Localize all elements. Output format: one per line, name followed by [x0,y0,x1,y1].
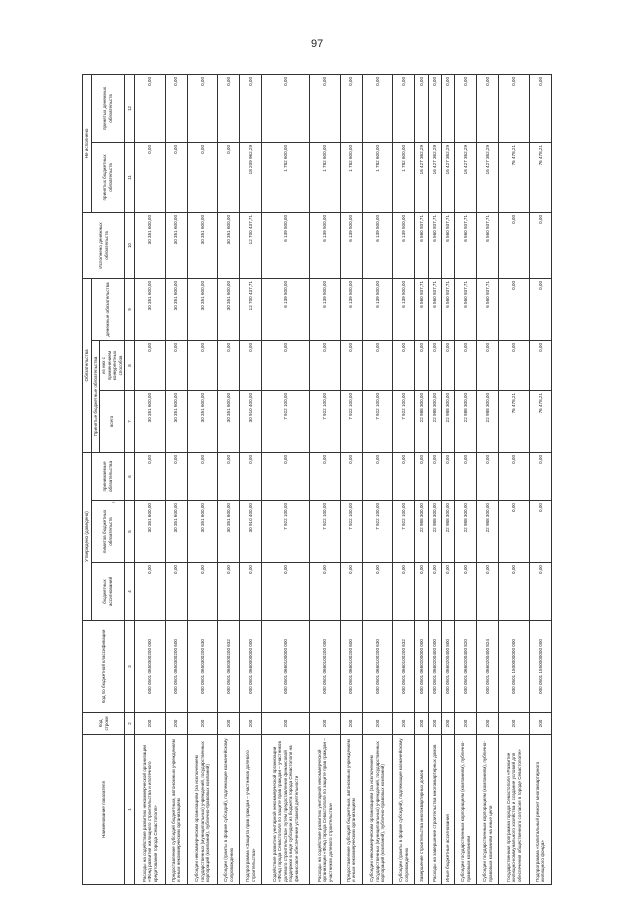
row-value-cell: 30 351 600,00 [187,212,218,278]
row-value-cell: 22 988 300,00 [428,390,441,452]
row-value-cell: 30 351 600,00 [187,390,218,452]
row-name-cell: Содействие развитию унитарной некоммерческой организации «Фонд города Севастополя по защите прав граждан – участников долевого строительства» путем предоставления финансовой поддержки в виде субсидии из бюджета города Севастополя на финансовое обеспечение уставной деятельности [262,735,310,885]
row-value-cell: 22 988 300,00 [455,390,477,452]
row-name-cell: Подпрограмма «Защита прав граждан – участников долевого строительства» [240,735,262,885]
row-value-cell: 0,00 [415,563,428,621]
budget-table [82,74,552,885]
column-number: 9 [125,278,135,340]
col-budget-code-header: Код по бюджетной классификации [83,621,125,713]
col-name-header: Наименование показателя [83,735,125,885]
row-value-cell: 22 988 300,00 [415,501,428,563]
row-value-cell: 0,00 [135,452,166,500]
row-value-cell: 6 560 937,71 [477,278,499,340]
row-value-cell: 0,00 [135,142,166,212]
row-code-cell: 000 0501 1550000000 000 [529,621,551,713]
row-value-cell: 6 560 937,71 [442,278,455,340]
row-value-cell: 0,00 [499,340,530,390]
row-value-cell: 6 560 937,71 [415,212,428,278]
row-value-cell: 0,00 [340,74,362,142]
table-row [499,74,530,884]
row-code-cell: 000 0501 0650300200 000 [135,621,166,713]
table-row [529,74,551,884]
table-row [310,74,341,884]
row-value-cell: 0,00 [340,563,362,621]
row-value-cell: 0,00 [455,340,477,390]
approved-group-header: Утверждено (доведено) [83,452,92,620]
table-row [165,74,187,884]
row-value-cell: 0,00 [442,563,455,621]
row-value-cell: 0,00 [529,563,551,621]
row-value-cell: 0,00 [240,74,262,142]
row-value-cell: 0,00 [165,452,187,500]
row-value-cell: 0,00 [477,452,499,500]
row-value-cell: 6 560 937,71 [455,212,477,278]
row-code-cell: 000 0501 0660200400 000 [428,621,441,713]
column-number: 6 [125,452,135,500]
row-value-cell: 1 782 600,00 [310,142,341,212]
row-value-cell: 30 351 600,00 [135,212,166,278]
row-name-cell: Субсидии некоммерческим организациям (за исключением государственных (муниципальных) учреждений, государственных корпораций (компаний), публично-правовых компаний) [187,735,218,885]
row-code-cell: 000 0501 0660200400 824 [477,621,499,713]
row-value-cell: 0,00 [262,563,310,621]
row-value-cell: 0,00 [262,452,310,500]
column-number: 3 [125,621,135,713]
row-code-cell: 000 0501 0660200400 820 [455,621,477,713]
row-value-cell: 0,00 [442,340,455,390]
row-value-cell: 0,00 [165,563,187,621]
row-value-cell: 0,00 [187,142,218,212]
row-line-cell: 200 [529,713,551,735]
row-name-cell: Предоставление субсидий бюджетным, автономным учреждениям и иным некоммерческим организациям [340,735,362,885]
row-line-cell: 200 [415,713,428,735]
row-name-cell: Субсидии некоммерческим организациям (за исключением государственных (муниципальных) учреждений, государственных корпораций (компаний), публично-правовых компаний) [362,735,393,885]
row-value-cell: 6 560 937,71 [428,212,441,278]
col-limits-header: лимитов бюджетных обязательств [91,501,125,563]
row-name-cell: Расходы на завершение строительства многоквартирных домов [428,735,441,885]
row-value-cell: 0,00 [393,452,415,500]
column-number-row [125,74,135,884]
row-line-cell: 200 [340,713,362,735]
table-row [442,74,455,884]
column-number: 5 [125,501,135,563]
column-number: 12 [125,74,135,142]
row-line-cell: 200 [310,713,341,735]
row-name-cell: Расходы на содействие развитию унитарной некоммерческой организации «Фонд города Севастополя по защите прав граждан – участников долевого строительства» [310,735,341,885]
row-value-cell: 7 922 100,00 [340,501,362,563]
row-value-cell: 16 427 362,29 [415,142,428,212]
column-number: 2 [125,713,135,735]
row-value-cell: 0,00 [428,563,441,621]
table-row [135,74,166,884]
row-line-cell: 200 [362,713,393,735]
row-value-cell: 0,00 [499,278,530,340]
row-name-cell: Субсидии (гранты в форме субсидий), подлежащие казначейскому сопровождению [218,735,240,885]
row-value-cell: 0,00 [455,74,477,142]
row-value-cell: 76 478,21 [529,390,551,452]
row-value-cell: 0,00 [499,563,530,621]
table-row [428,74,441,884]
row-value-cell: 0,00 [187,452,218,500]
row-name-cell: Подпрограмма «Капитальный ремонт многоквартирного жилищного фонда» [529,735,551,885]
row-value-cell: 6 139 500,00 [340,278,362,340]
row-value-cell: 30 351 600,00 [218,212,240,278]
row-value-cell: 0,00 [428,74,441,142]
row-value-cell: 30 351 600,00 [187,501,218,563]
row-value-cell: 76 478,21 [499,142,530,212]
row-value-cell: 76 478,21 [499,390,530,452]
row-value-cell: 0,00 [262,340,310,390]
obligations-group-header: Обязательства [83,278,92,452]
col-competitive-header: из них с применением конкурентных способов [100,340,125,390]
row-value-cell: 30 910 400,00 [240,390,262,452]
row-value-cell: 0,00 [499,212,530,278]
row-line-cell: 200 [262,713,310,735]
row-value-cell: 30 351 600,00 [218,390,240,452]
row-value-cell: 0,00 [529,340,551,390]
row-line-cell: 200 [499,713,530,735]
row-line-cell: 200 [135,713,166,735]
row-code-cell: 000 0501 0660100000 000 [262,621,310,713]
row-value-cell: 7 922 100,00 [340,390,362,452]
row-value-cell: 0,00 [165,340,187,390]
row-value-cell: 6 560 937,71 [415,278,428,340]
row-value-cell: 0,00 [477,340,499,390]
row-value-cell: 0,00 [240,563,262,621]
table-row [477,74,499,884]
row-value-cell: 0,00 [362,340,393,390]
row-value-cell: 30 351 600,00 [165,278,187,340]
table-row [362,74,393,884]
column-number: 7 [125,390,135,452]
row-name-cell: Завершение строительства многоквартирных домов [415,735,428,885]
row-value-cell: 1 782 600,00 [262,142,310,212]
row-value-cell: 0,00 [310,74,341,142]
row-value-cell: 30 351 600,00 [218,501,240,563]
row-value-cell: 16 427 362,29 [455,142,477,212]
row-value-cell: 0,00 [529,501,551,563]
row-name-cell: Субсидии государственным корпорациям (компаниям), публично-правовым компаниям [455,735,477,885]
row-value-cell: 7 922 100,00 [362,390,393,452]
row-value-cell: 22 988 300,00 [442,390,455,452]
margin-mark: - [112,497,115,507]
row-value-cell: 7 922 100,00 [262,501,310,563]
row-name-cell: Субсидии государственным корпорациям (компаниям), публично-правовым компаниям на иные цели [477,735,499,885]
row-value-cell: 7 922 100,00 [262,390,310,452]
row-name-cell: Предоставление субсидий бюджетным, автономным учреждениям и иным некоммерческим организациям [165,735,187,885]
column-number: 11 [125,142,135,212]
row-value-cell: 22 988 300,00 [442,501,455,563]
row-value-cell: 0,00 [529,74,551,142]
row-value-cell: 0,00 [362,563,393,621]
row-code-cell: 000 0501 0660100200 000 [310,621,341,713]
row-value-cell: 0,00 [310,452,341,500]
col-accepted-obligations-header: принимаемые обязательства [91,452,125,500]
row-name-cell: Субсидии (гранты в форме субсидий), подлежащие казначейскому сопровождению [393,735,415,885]
row-value-cell: 6 139 500,00 [362,278,393,340]
row-value-cell: 0,00 [393,563,415,621]
row-code-cell: 000 0501 0650300200 600 [165,621,187,713]
row-value-cell: 30 910 400,00 [240,501,262,563]
row-value-cell: 6 139 500,00 [262,278,310,340]
row-value-cell: 0,00 [455,452,477,500]
row-value-cell: 1 782 600,00 [362,142,393,212]
row-value-cell: 7 922 100,00 [393,390,415,452]
table-row [455,74,477,884]
row-value-cell: 6 139 500,00 [393,212,415,278]
row-value-cell: 0,00 [499,74,530,142]
row-value-cell: 12 700 437,71 [240,278,262,340]
row-value-cell: 0,00 [218,452,240,500]
table-row [415,74,428,884]
row-value-cell: 0,00 [442,74,455,142]
row-value-cell: 6 139 500,00 [340,212,362,278]
row-value-cell: 22 988 300,00 [415,390,428,452]
row-value-cell: 1 782 600,00 [340,142,362,212]
row-value-cell: 6 560 937,71 [455,278,477,340]
row-value-cell: 6 139 500,00 [262,212,310,278]
col-line-code-header: Код строки [83,713,125,735]
row-value-cell: 0,00 [529,278,551,340]
row-line-cell: 200 [218,713,240,735]
column-number: 4 [125,563,135,621]
row-value-cell: 7 922 100,00 [362,501,393,563]
row-line-cell: 200 [428,713,441,735]
row-value-cell: 0,00 [240,340,262,390]
table-row [393,74,415,884]
row-value-cell: 0,00 [218,142,240,212]
col-monetary-header: денежные обязательства [91,278,125,340]
row-line-cell: 200 [240,713,262,735]
row-value-cell: 6 560 937,71 [442,212,455,278]
row-value-cell: 0,00 [428,340,441,390]
row-value-cell: 7 922 100,00 [310,501,341,563]
accepted-budget-group-header: Принятые бюджетные обязательства [91,340,100,452]
row-value-cell: 0,00 [415,74,428,142]
row-value-cell: 30 351 600,00 [187,278,218,340]
row-value-cell: 0,00 [340,340,362,390]
row-value-cell: 0,00 [218,340,240,390]
row-name-cell: Расходы на содействие развитию некоммерческой организации «Фонд развития жилищного строительства и ипотечного кредитования города Севастополя» [135,735,166,885]
row-value-cell: 0,00 [187,340,218,390]
row-code-cell: 000 0501 0650300200 630 [187,621,218,713]
table-row [340,74,362,884]
row-value-cell: 0,00 [310,563,341,621]
row-value-cell: 16 427 362,29 [477,142,499,212]
row-value-cell: 6 139 500,00 [310,278,341,340]
row-code-cell: 000 0501 0660100200 630 [362,621,393,713]
row-value-cell: 7 922 100,00 [310,390,341,452]
row-code-cell: 000 0501 1500000000 000 [499,621,530,713]
row-line-cell: 200 [187,713,218,735]
row-name-cell: Иные бюджетные ассигнования [442,735,455,885]
row-value-cell: 1 782 600,00 [393,142,415,212]
col-unexec-budget-header: принятых бюджетных обязательств [91,142,125,212]
col-unexec-monetary-header: принятых денежных обязательств [91,74,125,142]
row-code-cell: 000 0501 0660000000 000 [240,621,262,713]
rotated-report [82,75,552,885]
row-value-cell: 0,00 [218,563,240,621]
row-value-cell: 0,00 [362,74,393,142]
row-value-cell: 30 351 600,00 [165,390,187,452]
row-value-cell: 0,00 [477,74,499,142]
row-value-cell: 30 351 600,00 [218,278,240,340]
row-value-cell: 0,00 [442,452,455,500]
row-value-cell: 22 988 300,00 [455,501,477,563]
row-value-cell: 0,00 [393,340,415,390]
row-value-cell: 7 922 100,00 [393,501,415,563]
table-body [135,74,552,884]
row-line-cell: 200 [477,713,499,735]
row-value-cell: 0,00 [262,74,310,142]
table-row [240,74,262,884]
row-value-cell: 0,00 [415,452,428,500]
row-line-cell: 200 [455,713,477,735]
column-number: 8 [125,340,135,390]
row-value-cell: 22 988 300,00 [428,501,441,563]
row-code-cell: 000 0501 0650300200 632 [218,621,240,713]
row-value-cell: 30 351 600,00 [165,501,187,563]
row-name-cell: Государственная программа города Севастополя «Развитие жилищно-коммунального хозяйства и создание условий для обеспечения общественного согласия в городе Севастополе» [499,735,530,885]
row-value-cell: 0,00 [240,452,262,500]
row-value-cell: 0,00 [393,74,415,142]
row-value-cell: 0,00 [135,563,166,621]
row-value-cell: 0,00 [187,563,218,621]
row-value-cell: 18 209 962,29 [240,142,262,212]
column-number: 1 [125,735,135,885]
row-code-cell: 000 0501 0660200400 800 [442,621,455,713]
table-row [218,74,240,884]
row-value-cell: 76 478,21 [529,142,551,212]
col-executed-header: Исполнено денежных обязательств [83,212,125,278]
row-value-cell: 0,00 [187,74,218,142]
row-value-cell: 30 351 600,00 [165,212,187,278]
row-value-cell: 22 988 300,00 [477,501,499,563]
col-total-header: всего [100,390,125,452]
row-value-cell: 12 700 437,71 [240,212,262,278]
row-value-cell: 6 139 500,00 [362,212,393,278]
row-value-cell: 0,00 [218,74,240,142]
row-value-cell: 6 560 937,71 [477,212,499,278]
row-value-cell: 0,00 [499,452,530,500]
row-value-cell: 0,00 [415,340,428,390]
row-value-cell: 22 988 300,00 [477,390,499,452]
row-line-cell: 200 [442,713,455,735]
row-value-cell: 30 351 600,00 [135,390,166,452]
row-value-cell: 0,00 [455,563,477,621]
row-value-cell: 0,00 [428,452,441,500]
row-value-cell: 0,00 [477,563,499,621]
row-value-cell: 0,00 [362,452,393,500]
row-value-cell: 0,00 [165,142,187,212]
row-value-cell: 16 427 362,29 [428,142,441,212]
row-value-cell: 0,00 [165,74,187,142]
unexecuted-group-header: Не исполнено [83,74,92,212]
row-value-cell: 30 351 600,00 [135,501,166,563]
col-allocations-header: бюджетных ассигнований [91,563,125,621]
row-value-cell: 30 351 600,00 [135,278,166,340]
row-code-cell: 000 0501 0660100200 600 [340,621,362,713]
row-value-cell: 0,00 [135,340,166,390]
row-value-cell: 0,00 [135,74,166,142]
page-number: 97 [311,38,324,50]
row-value-cell: 0,00 [499,501,530,563]
table-row [262,74,310,884]
row-value-cell: 0,00 [340,452,362,500]
row-code-cell: 000 0501 0660100200 632 [393,621,415,713]
row-line-cell: 200 [165,713,187,735]
row-value-cell: 6 139 500,00 [310,212,341,278]
row-value-cell: 16 427 362,29 [442,142,455,212]
row-value-cell: 0,00 [529,212,551,278]
column-number: 10 [125,212,135,278]
row-value-cell: 0,00 [310,340,341,390]
row-value-cell: 6 139 500,00 [393,278,415,340]
row-code-cell: 000 0501 0660200000 000 [415,621,428,713]
table-row [187,74,218,884]
row-value-cell: 0,00 [529,452,551,500]
row-value-cell: 6 560 937,71 [428,278,441,340]
row-line-cell: 200 [393,713,415,735]
